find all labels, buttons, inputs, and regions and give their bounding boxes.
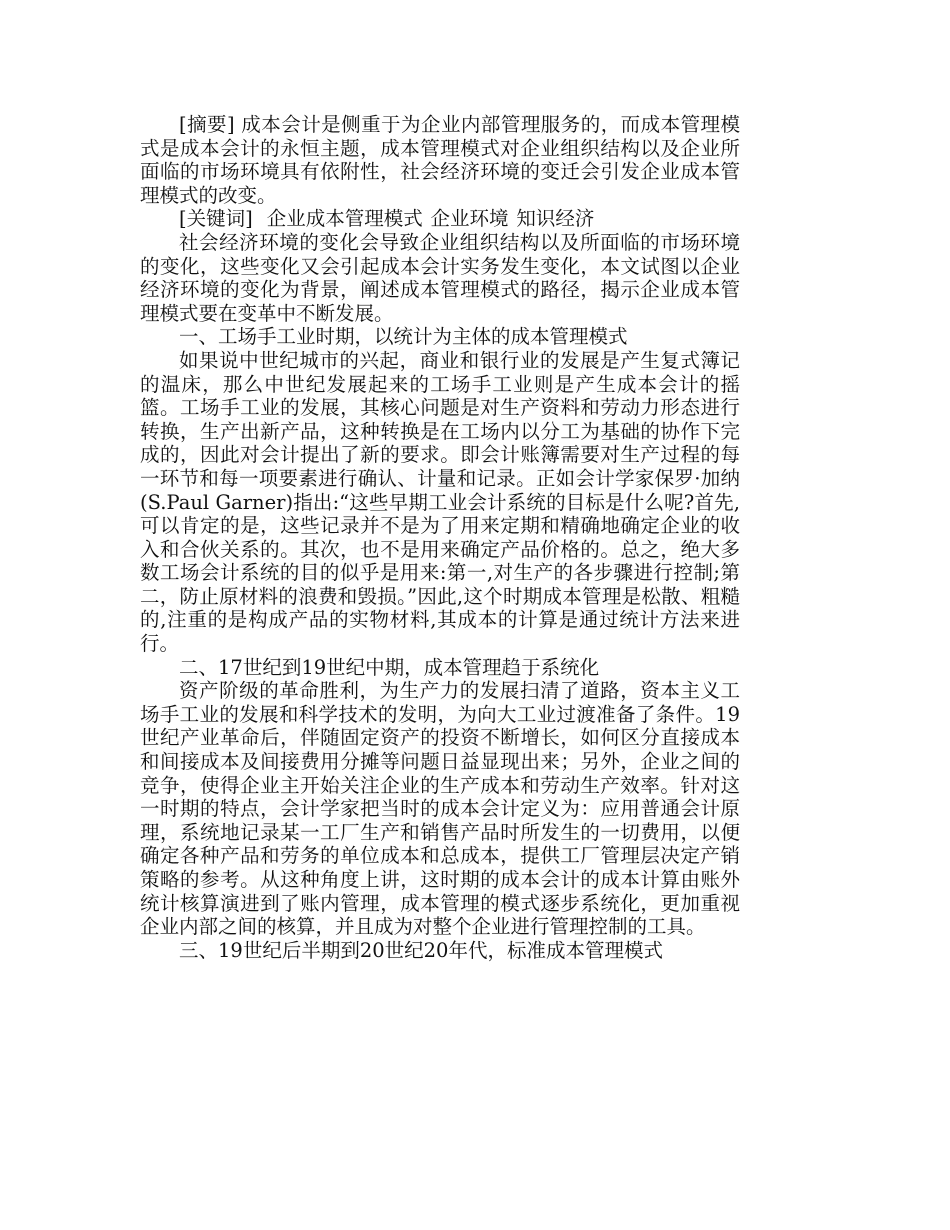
- abstract-text: 成本会计是侧重于为企业内部管理服务的，而成本管理模式是成本会计的永恒主题，成本管理模式对企业组织结构以及企业所面临的市场环境具有依附性，社会经济环境的变迁会引发企业成本管理模式的改变。: [140, 113, 741, 207]
- keywords-paragraph: [140, 207, 740, 231]
- abstract-paragraph: [140, 113, 740, 207]
- section2-body: 资产阶级的革命胜利，为生产力的发展扫清了道路，资本主义工场手工业的发展和科学技术的发明，为向大工业过渡准备了条件。19世纪产业革命后，伴随固定资产的投资不断增长，如何区分直接成本和间接成本及间接费用分摊等问题日益显现出来；另外，企业之间的竞争，使得企业主开始关注企业的生产成本和劳动生产效率。针对这一时期的特点，会计学家把当时的成本会计定义为：应用普通会计原理，系统地记录某一工厂生产和销售产品时所发生的一切费用，以便确定各种产品和劳务的单位成本和总成本，提供工厂管理层决定产销策略的参考。从这种角度上讲，这时期的成本会计的成本计算由账外统计核算演进到了账内管理，成本管理的模式逐步系统化，更加重视企业内部之间的核算，并且成为对整个企业进行管理控制的工具。: [140, 679, 740, 939]
- section1-heading: 一、工场手工业时期，以统计为主体的成本管理模式: [179, 325, 628, 349]
- document-page: [140, 113, 740, 962]
- intro-paragraph: 社会经济环境的变化会导致企业组织结构以及所面临的市场环境的变化，这些变化又会引起成本会计实务发生变化，本文试图以企业经济环境的变化为背景，阐述成本管理模式的路径，揭示企业成本管理模式要在变革中不断发展。: [140, 230, 740, 325]
- section2-heading: 二、17世纪到19世纪中期，成本管理趋于系统化: [179, 655, 600, 679]
- abstract-label: [摘要]: [179, 113, 235, 136]
- keyword-item: 知识经济: [516, 207, 595, 231]
- section1-body: 如果说中世纪城市的兴起，商业和银行业的发展是产生复式簿记的温床，那么中世纪发展起来的工场手工业则是产生成本会计的摇篮。工场手工业的发展，其核心问题是对生产资料和劳动力形态进行转换，生产出新产品，这种转换是在工场内以分工为基础的协作下完成的，因此对会计提出了新的要求。即会计账簿需要对生产过程的每一环节和每一项要素进行确认、计量和记录。正如会计学家保罗·加纳(S.Paul Garner)指出:“这些早期工业会计系统的目标是什么呢?首先,可以肯定的是，这些记录并不是为了用来定期和精确地确定企业的收入和合伙关系的。其次，也不是用来确定产品价格的。总之，绝大多数工场会计系统的目的似乎是用来:第一,对生产的各步骤进行控制;第二，防止原材料的浪费和毁损。”因此,这个时期成本管理是松散、粗糙的,注重的是构成产品的实物材料,其成本的计算是通过统计方法来进行。: [140, 348, 740, 656]
- keywords-label: [关键词]: [179, 207, 253, 231]
- keyword-item: 企业环境: [430, 207, 509, 231]
- keyword-item: 企业成本管理模式: [266, 207, 423, 231]
- section3-heading: 三、19世纪后半期到20世纪20年代，标准成本管理模式: [179, 938, 663, 962]
